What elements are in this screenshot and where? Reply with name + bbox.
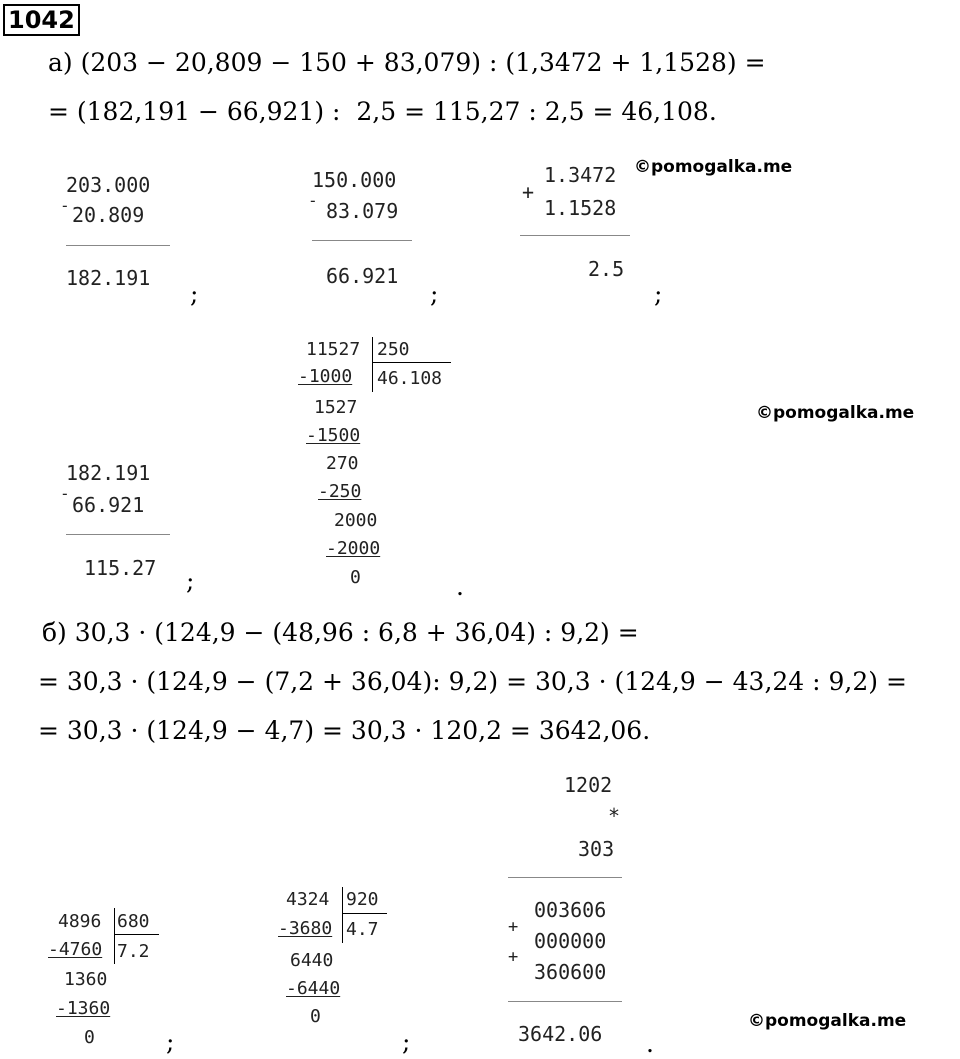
mult-multiplicand: 1202	[564, 773, 613, 797]
div3-quotient: 4.7	[346, 919, 379, 940]
div3-step: 6440	[290, 950, 334, 971]
mult-line-2	[508, 1001, 622, 1002]
calc3-result: 2.5	[588, 257, 625, 281]
mult-plus: +	[508, 947, 519, 967]
div2-step: 1360	[64, 969, 108, 990]
period: .	[646, 1029, 654, 1058]
div1-divisor: 250	[377, 339, 410, 360]
div1-step: -1000	[298, 366, 353, 387]
calc4-sign: -	[60, 484, 70, 503]
calc1-top: 203.000	[66, 173, 151, 197]
div1-step: 0	[350, 567, 361, 588]
div3-step: -3680	[278, 918, 333, 939]
semicolon: ;	[430, 279, 439, 308]
div2-vertical-line	[114, 908, 115, 964]
mult-multiplier: 303	[578, 837, 615, 861]
calc2-bottom: 83.079	[326, 199, 399, 223]
mult-partial: 003606	[534, 898, 607, 922]
calc4-bottom: 66.921	[72, 493, 145, 517]
div2-step: 0	[84, 1027, 95, 1048]
div1-quotient-line	[373, 362, 451, 363]
div2-dividend: 4896	[58, 911, 102, 932]
div3-vertical-line	[342, 887, 343, 943]
calc2-line	[312, 240, 412, 241]
period: .	[456, 572, 464, 601]
mult-operator: *	[608, 804, 621, 828]
div1-vertical-line	[372, 337, 373, 392]
calc3-top: 1.3472	[544, 163, 617, 187]
div1-step: 1527	[314, 397, 358, 418]
div2-divisor: 680	[117, 911, 150, 932]
div2-quotient-line	[115, 934, 159, 935]
div3-quotient-line	[343, 913, 387, 914]
calc4-result: 115.27	[84, 556, 157, 580]
div3-step: 0	[310, 1006, 321, 1027]
div1-step: -250	[318, 481, 362, 502]
mult-partial: 000000	[534, 929, 607, 953]
calc1-result: 182.191	[66, 266, 151, 290]
calc1-line	[66, 245, 170, 246]
div1-step: 270	[326, 453, 359, 474]
semicolon: ;	[190, 279, 199, 308]
div3-dividend: 4324	[286, 889, 330, 910]
calc3-line	[520, 235, 630, 236]
part-a-line-2: = (182,191 − 66,921) : 2,5 = 115,27 : 2,5 = 46,108.	[48, 97, 717, 126]
calc3-sign: +	[522, 180, 535, 204]
watermark: ©pomogalka.me	[748, 1011, 907, 1031]
div2-quotient: 7.2	[117, 941, 150, 962]
part-b-line-2: = 30,3 · (124,9 − (7,2 + 36,04): 9,2) = 30,3 · (124,9 − 43,24 : 9,2) =	[38, 667, 907, 696]
calc4-line	[66, 534, 170, 535]
calc2-result: 66.921	[326, 264, 399, 288]
div1-quotient: 46.108	[377, 368, 443, 389]
calc1-bottom: 20.809	[72, 203, 145, 227]
part-b-line-1: б) 30,3 · (124,9 − (48,96 : 6,8 + 36,04) : 9,2) =	[42, 618, 639, 647]
problem-number: 1042	[3, 4, 80, 36]
div1-step: -2000	[326, 538, 381, 559]
div3-divisor: 920	[346, 889, 379, 910]
calc2-top: 150.000	[312, 168, 397, 192]
mult-line-1	[508, 877, 622, 878]
mult-partial: 360600	[534, 960, 607, 984]
div2-step: -1360	[56, 998, 111, 1019]
semicolon: ;	[166, 1027, 175, 1056]
semicolon: ;	[402, 1027, 411, 1056]
mult-plus: +	[508, 917, 519, 937]
watermark: ©pomogalka.me	[634, 157, 793, 177]
watermark: ©pomogalka.me	[756, 403, 915, 423]
semicolon: ;	[186, 566, 195, 595]
calc1-sign: -	[60, 196, 70, 215]
calc3-bottom: 1.1528	[544, 196, 617, 220]
div2-step: -4760	[48, 939, 103, 960]
calc4-top: 182.191	[66, 461, 151, 485]
part-b-line-3: = 30,3 · (124,9 − 4,7) = 30,3 · 120,2 = 3642,06.	[38, 716, 651, 745]
part-a-line-1: а) (203 − 20,809 − 150 + 83,079) : (1,3472 + 1,1528) =	[48, 48, 766, 77]
semicolon: ;	[654, 279, 663, 308]
div1-dividend: 11527	[306, 339, 361, 360]
div1-step: 2000	[334, 510, 378, 531]
div1-step: -1500	[306, 425, 361, 446]
calc2-sign: -	[308, 191, 318, 210]
div3-step: -6440	[286, 978, 341, 999]
mult-result: 3642.06	[518, 1022, 603, 1046]
